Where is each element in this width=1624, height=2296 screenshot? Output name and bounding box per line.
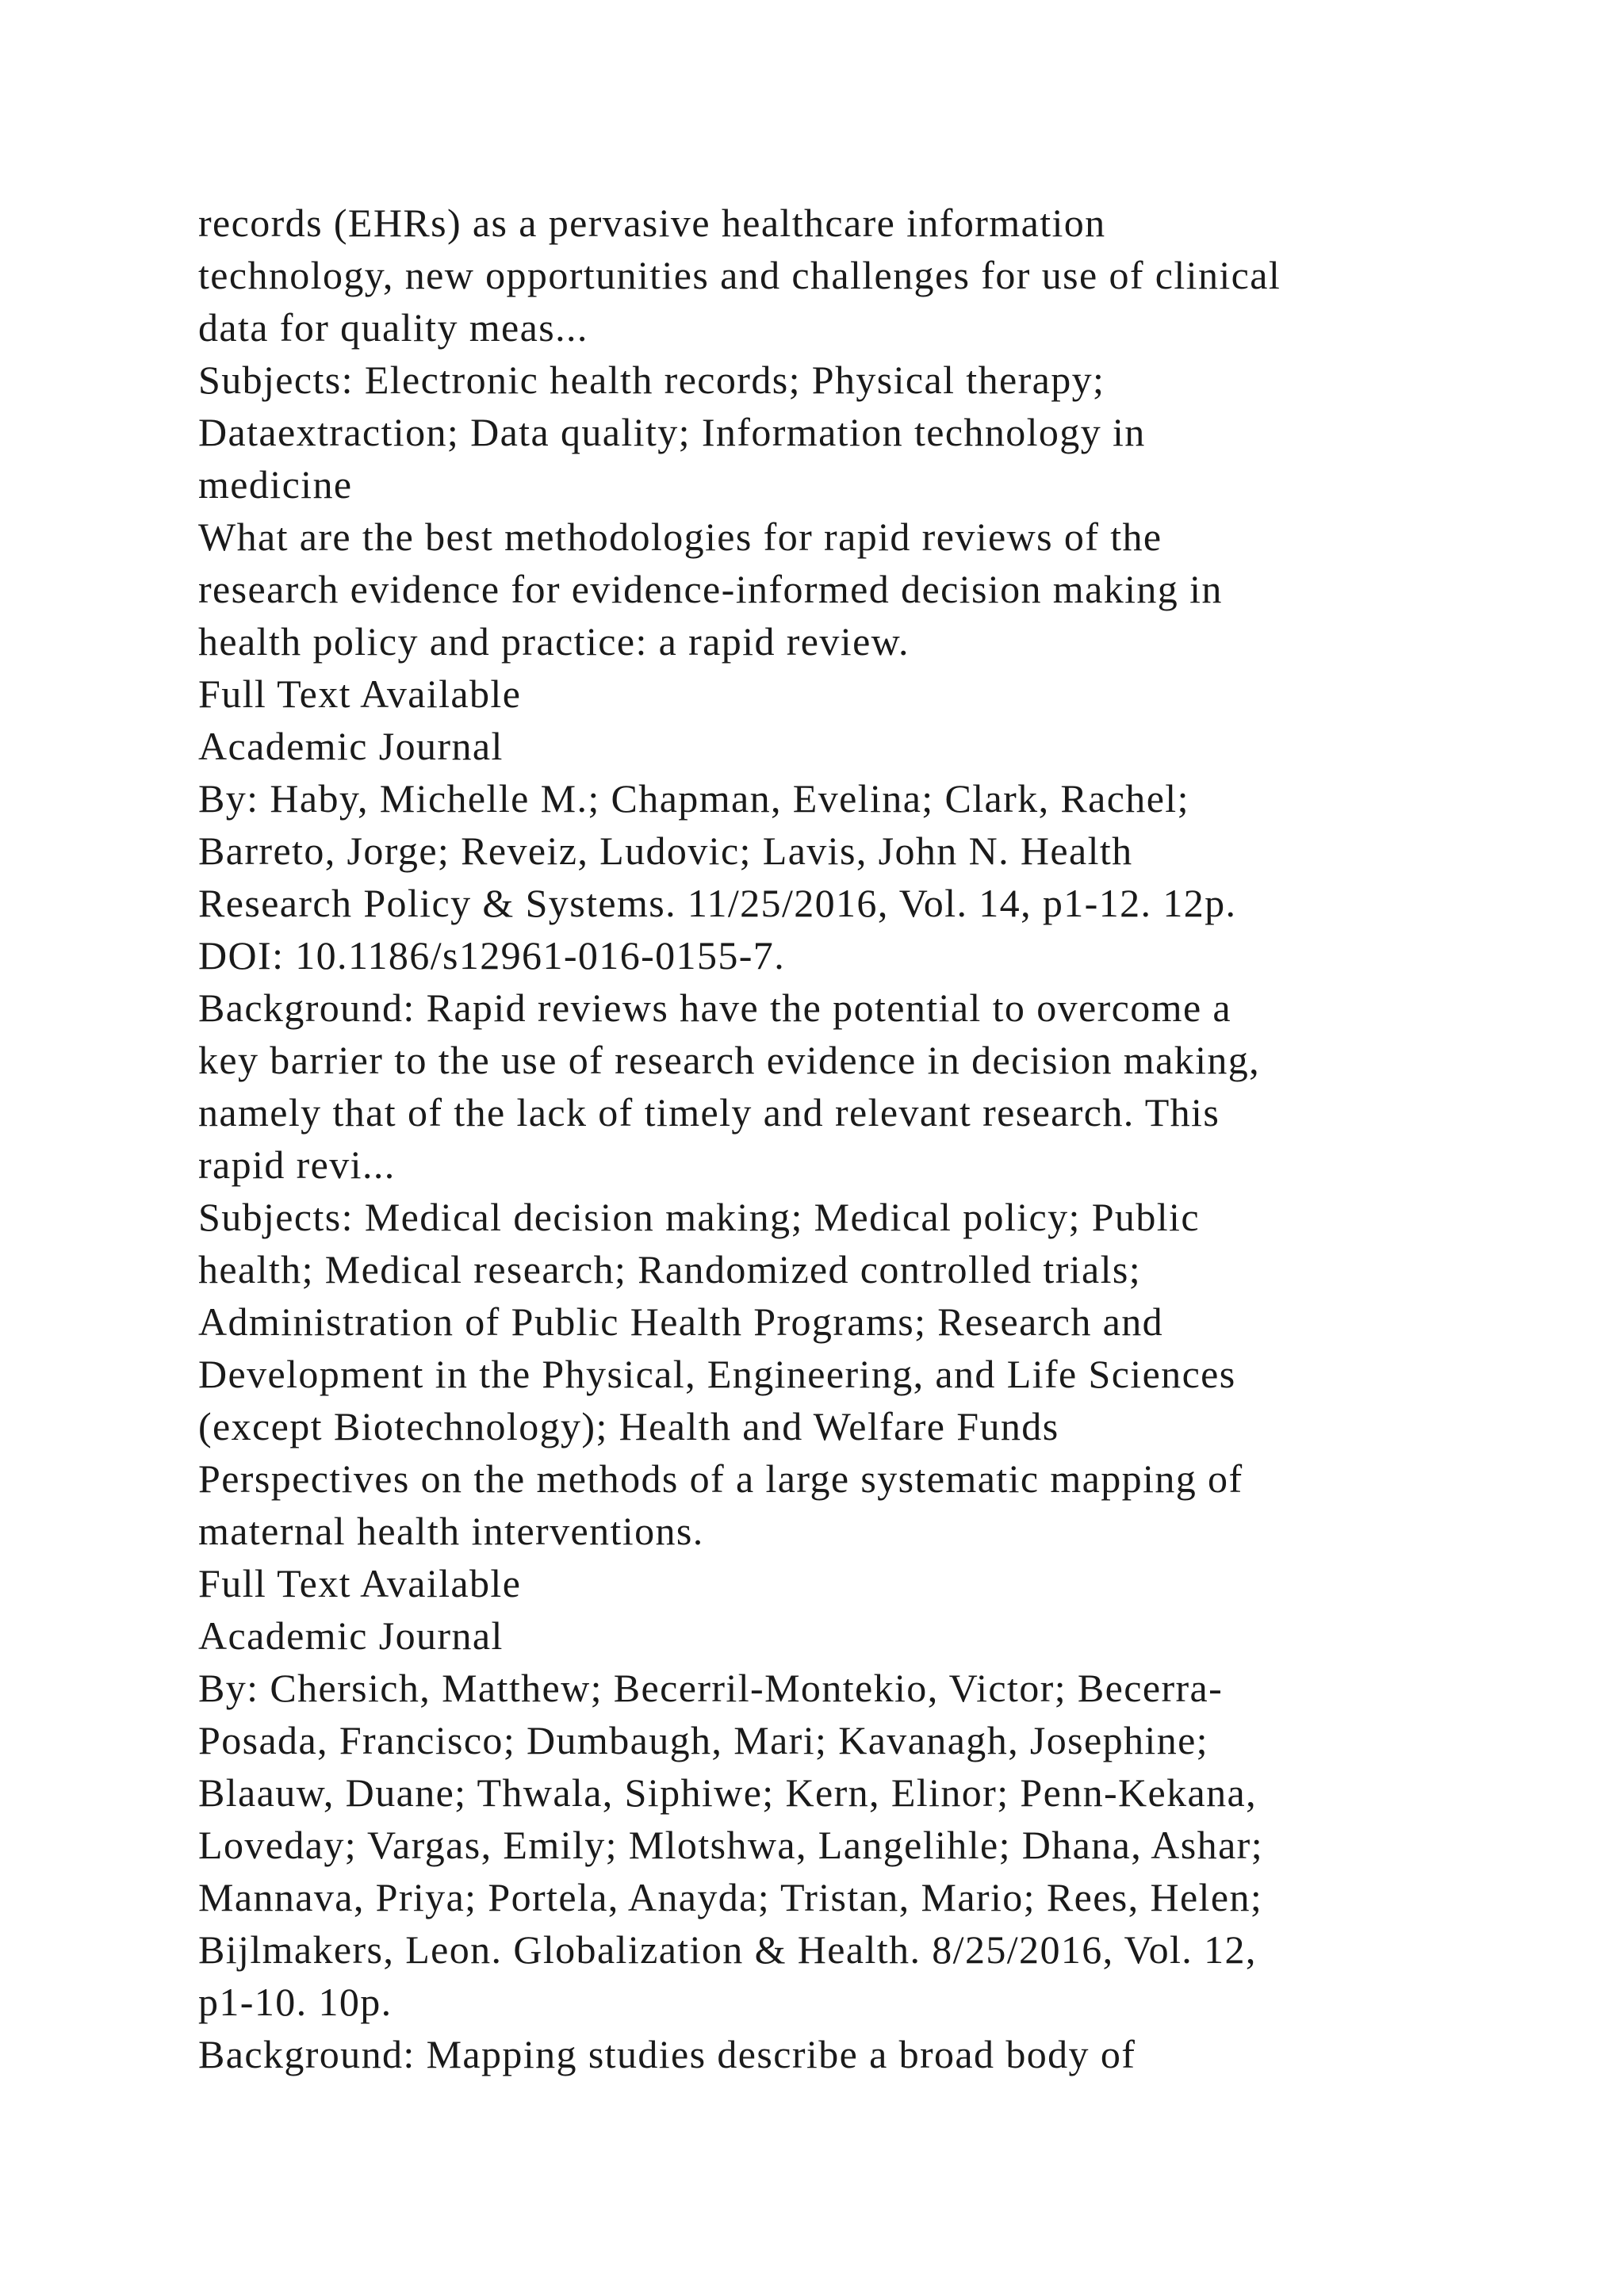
abstract-line: namely that of the lack of timely and relevant research. This — [198, 1090, 1220, 1135]
text-line: data for quality meas... — [198, 305, 588, 350]
subjects-line: Administration of Public Health Programs; Research and — [198, 1299, 1164, 1344]
authors-line: Loveday; Vargas, Emily; Mlotshwa, Langelihle; Dhana, Ashar; — [198, 1823, 1263, 1867]
subjects-line: Subjects: Medical decision making; Medical policy; Public — [198, 1195, 1200, 1239]
abstract-line: rapid revi... — [198, 1142, 396, 1187]
subjects-line: Development in the Physical, Engineering, and Life Sciences — [198, 1352, 1236, 1396]
article-title-line: Perspectives on the methods of a large systematic mapping of — [198, 1456, 1243, 1501]
authors-line: By: Chersich, Matthew; Becerril-Montekio, Victor; Becerra- — [198, 1666, 1224, 1710]
authors-line: Blaauw, Duane; Thwala, Siphiwe; Kern, Elinor; Penn-Kekana, — [198, 1770, 1258, 1815]
citation-line: p1-10. 10p. — [198, 1980, 393, 2024]
abstract-line: Background: Mapping studies describe a broad body of — [198, 2032, 1136, 2076]
authors-line: Mannava, Priya; Portela, Anayda; Tristan, Mario; Rees, Helen; — [198, 1875, 1263, 1919]
source-type-label: Academic Journal — [198, 1613, 504, 1658]
subjects-line: health; Medical research; Randomized controlled trials; — [198, 1247, 1142, 1292]
article-title-line: maternal health interventions. — [198, 1509, 704, 1553]
full-text-label: Full Text Available — [198, 672, 522, 716]
subjects-line: Dataextraction; Data quality; Information technology in — [198, 410, 1146, 454]
doi-line: DOI: 10.1186/s12961-016-0155-7. — [198, 933, 786, 978]
subjects-line: (except Biotechnology); Health and Welfare Funds — [198, 1404, 1059, 1448]
article-title-line: research evidence for evidence-informed decision making in — [198, 567, 1223, 611]
subjects-line: medicine — [198, 462, 353, 507]
subjects-line: Subjects: Electronic health records; Physical therapy; — [198, 358, 1105, 402]
authors-line: Barreto, Jorge; Reveiz, Ludovic; Lavis, John N. Health — [198, 828, 1133, 873]
abstract-line: Background: Rapid reviews have the potential to overcome a — [198, 985, 1232, 1030]
article-title-line: What are the best methodologies for rapid reviews of the — [198, 515, 1162, 559]
document-text — [198, 197, 1507, 2080]
source-type-label: Academic Journal — [198, 724, 504, 768]
citation-line: Bijlmakers, Leon. Globalization & Health. 8/25/2016, Vol. 12, — [198, 1927, 1257, 1972]
text-line: technology, new opportunities and challenges for use of clinical — [198, 253, 1281, 297]
full-text-label: Full Text Available — [198, 1561, 522, 1605]
authors-line: Posada, Francisco; Dumbaugh, Mari; Kavanagh, Josephine; — [198, 1718, 1208, 1762]
article-title-line: health policy and practice: a rapid review. — [198, 619, 910, 664]
abstract-line: key barrier to the use of research evidence in decision making, — [198, 1038, 1261, 1082]
authors-line: By: Haby, Michelle M.; Chapman, Evelina; Clark, Rachel; — [198, 776, 1189, 821]
text-line: records (EHRs) as a pervasive healthcare information — [198, 201, 1106, 245]
citation-line: Research Policy & Systems. 11/25/2016, Vol. 14, p1-12. 12p. — [198, 881, 1237, 925]
